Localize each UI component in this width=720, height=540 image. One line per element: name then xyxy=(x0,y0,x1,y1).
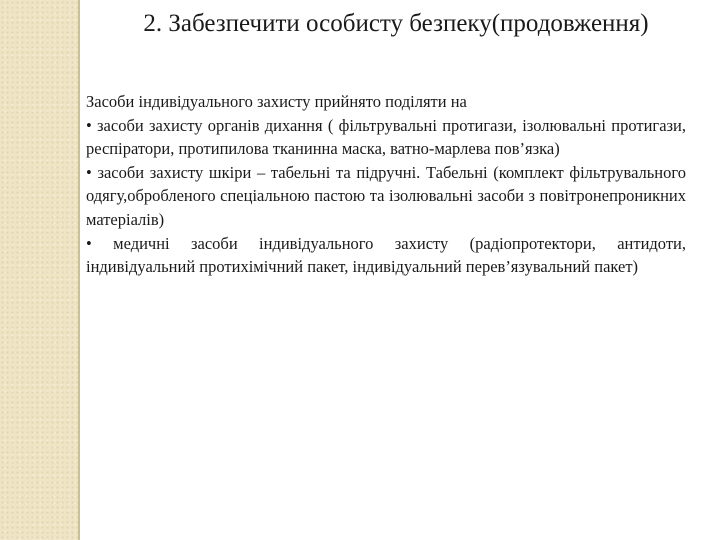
side-bar-divider xyxy=(78,0,80,540)
slide-title: 2. Забезпечити особисту безпеку(продовження) xyxy=(143,10,649,37)
slide-body xyxy=(86,90,686,279)
decorative-side-bar xyxy=(0,0,78,540)
intro-paragraph: Засоби індивідуального захисту прийнято поділяти на xyxy=(86,92,467,111)
bullet-respiratory-protection: • засоби захисту органів дихання ( фільтрувальні протигази, ізолювальні протигази, респіратори, протипилова тканинна маска, ватно-марлева пов’язка) xyxy=(86,115,686,159)
bullet-medical-protection: • медичні засоби індивідуального захисту (радіопротектори, антидоти, індивідуальний протихімічний пакет, індивідуальний перев’язувальний пакет) xyxy=(86,233,686,277)
bullet-skin-protection: • засоби захисту шкіри – табельні та підручні. Табельні (комплект фільтрувального одягу,обробленого спеціальною пастою та ізолювальні засоби з повітронепроникних матеріалів) xyxy=(86,162,686,229)
